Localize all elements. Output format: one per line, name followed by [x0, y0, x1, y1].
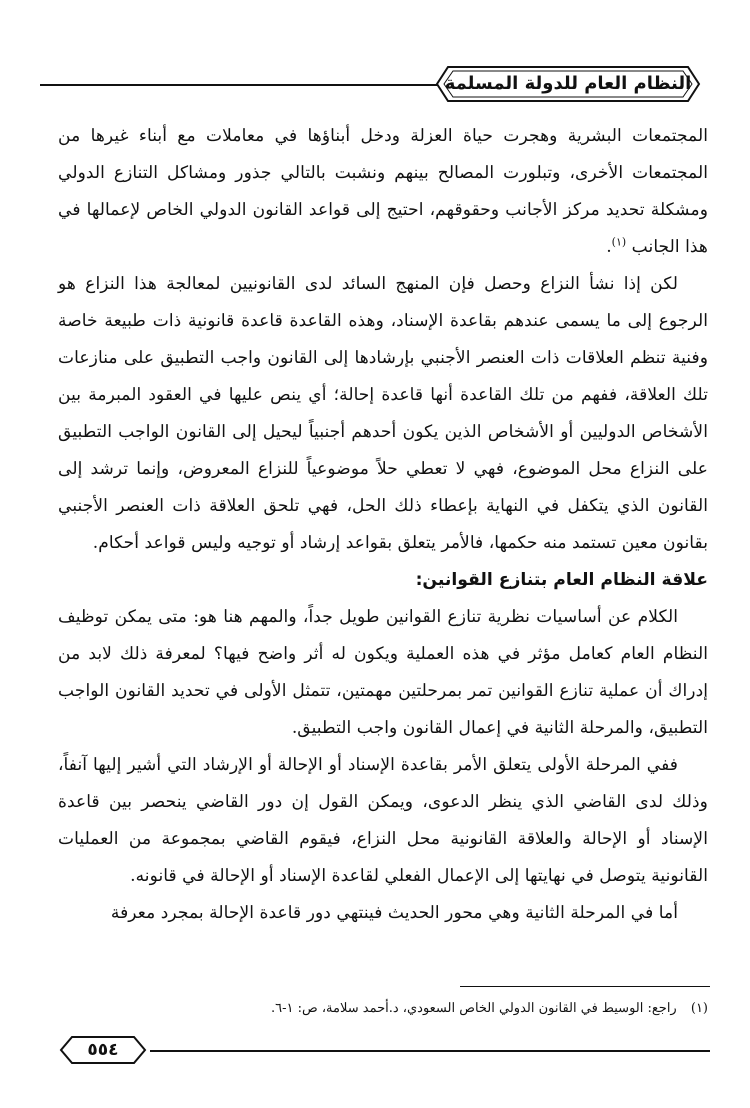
paragraph-1-text: المجتمعات البشرية وهجرت حياة العزلة ودخل أبناؤها في معاملات مع أبناء غيرها من المجتمعات الأخرى، وتبلورت المصالح بينهم ونشبت بالتالي جذور ومشاكل التنازع الدولي ومشكلة تحديد مركز الأجانب وحقوقهم، احتيج إلى قواعد القانون الدولي الخاص لإعمالها في هذا الجانب — [58, 126, 708, 257]
paragraph-2: لكن إذا نشأ النزاع وحصل فإن المنهج السائد لدى القانونيين لمعالجة هذا النزاع هو الرجوع إلى ما يسمى عندهم بقاعدة الإسناد، وهذه القاعدة قاعدة قانونية ذات طبيعة خاصة وفنية تنظم العلاقات ذات العنصر الأجنبي بإرشادها إلى القانون واجب التطبيق على منازعات تلك العلاقة، ففهم من تلك القاعدة أنها قاعدة إحالة؛ أي ينص عليها في العقود المبرمة بين الأشخاص الدوليين أو الأشخاص الذين يكون أحدهم أجنبياً ليحيل إلى القانون الواجب التطبيق على النزاع محل الموضوع، فهي لا تعطي حلاً موضوعياً للنزاع المعروض، وإنما ترشد إلى القانون الذي يتكفل في النهاية بإعطاء ذلك الحل، فهي تلحق العلاقة ذات العنصر الأجنبي بقانون معين تستمد منه حكمها، فالأمر يتعلق بقواعد إرشاد أو توجيه وليس قواعد أحكام. — [58, 274, 709, 553]
footnote-number: (١) — [690, 1001, 708, 1016]
header-rule — [40, 84, 460, 86]
header-title: النظام العام للدولة المسلمة — [444, 73, 692, 94]
running-header — [434, 64, 702, 104]
paragraph-5: أما في المرحلة الثانية وهي محور الحديث فينتهي دور قاعدة الإحالة بمجرد معرفة — [110, 903, 678, 923]
footnote-rule — [460, 986, 710, 987]
section-heading: علاقة النظام العام بتنازع القوانين: — [415, 570, 708, 590]
footnote — [58, 998, 708, 1020]
paragraph-3: الكلام عن أساسيات نظرية تنازع القوانين طويل جداً، والمهم هنا هو: متى يمكن توظيف النظام العام كعامل مؤثر في هذه العملية ويكون له أثر واضح فيها؟ لمعرفة ذلك لابد من إدراك أن عملية تنازع القوانين تمر بمرحلتين مهمتين، تتمثل الأولى في تحديد القانون الواجب التطبيق، والمرحلة الثانية في إعمال القانون واجب التطبيق. — [58, 607, 708, 738]
page-number-badge — [58, 1034, 148, 1066]
paragraph-4: ففي المرحلة الأولى يتعلق الأمر بقاعدة الإسناد أو الإحالة أو الإرشاد التي أشير إليها آنفاً، وذلك لدى القاضي الذي ينظر الدعوى، ويمكن القول إن دور القاضي ينحصر بين قاعدة الإسناد أو الإحالة والعلاقة القانونية محل النزاع، فيقوم القاضي بمجموعة من العمليات القانونية يتوصل في نهايتها إلى الإعمال الفعلي لقاعدة الإسناد أو الإحالة في قانونه. — [58, 755, 708, 886]
paragraph-1-end: . — [606, 237, 612, 257]
footnote-text: راجع: الوسيط في القانون الدولي الخاص السعودي، د.أحمد سلامة، ص: ١-٦. — [270, 1001, 677, 1016]
page-number: ٥٥٤ — [87, 1040, 119, 1060]
footer-rule — [150, 1050, 710, 1052]
footnote-marker: (١) — [611, 235, 627, 249]
paragraph-1 — [58, 118, 708, 266]
body-text — [58, 118, 708, 932]
